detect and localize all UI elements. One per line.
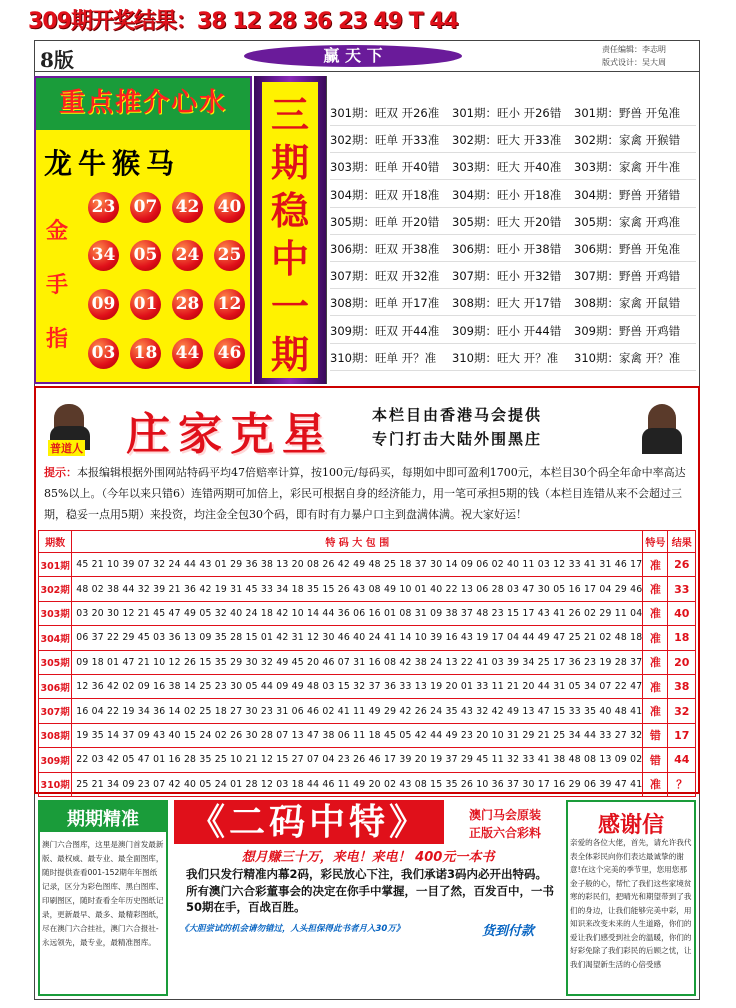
ad-side-2: 正版六合彩料	[468, 826, 541, 840]
table-cell-result: 18	[668, 626, 696, 650]
table-cell-result: 33	[668, 577, 696, 601]
ad-body: 我们只发行精准内幕2码，彩民放心下注，我们承诺3码内必开出特码。所有澳门六合彩董事会的决定在你手中掌握，一目了然，百发百中，一书50期在手，百战百胜。	[186, 867, 554, 914]
ad-side-1: 澳门马会原装	[468, 808, 541, 822]
table-cell-flag: 准	[643, 626, 668, 650]
number-ball: 25	[214, 240, 245, 271]
col-header-period: 期数	[39, 531, 72, 553]
prediction-cell: 308期：家禽 开鼠错	[574, 296, 681, 311]
side-char: 金	[46, 218, 69, 244]
prediction-cell: 305期：旺大 开20错	[452, 214, 562, 229]
table-cell-result: 44	[668, 748, 696, 772]
table-cell-flag: 准	[643, 553, 668, 577]
table-cell-result: 17	[668, 723, 696, 747]
side-char: 手	[46, 272, 69, 298]
prediction-row	[330, 209, 696, 235]
table-cell-nums: 48 02 38 44 32 39 21 36 42 19 31 45 33 34 18 35 15 26 43 08 49 10 01 40 22 13 06 28 03 47 30 05 16 17 04 29 46	[72, 577, 643, 601]
table-cell-result: 32	[668, 699, 696, 723]
table-row	[39, 699, 696, 723]
table-cell-nums: 22 03 42 05 47 01 16 28 35 25 10 21 12 15 27 07 04 23 26 46 17 39 20 19 37 29 45 11 32 33 41 38 48 08 13 09 02	[72, 748, 643, 772]
number-ball: 03	[88, 338, 119, 369]
table-cell-period: 303期	[39, 601, 72, 625]
prediction-row	[330, 290, 696, 316]
vertical-char: 一	[270, 284, 309, 329]
table-cell-result: 40	[668, 601, 696, 625]
number-ball: 09	[88, 289, 119, 320]
thanks-title: 感谢信	[597, 812, 664, 838]
table-cell-flag: 准	[643, 699, 668, 723]
table-cell-result: 20	[668, 650, 696, 674]
number-ball: 18	[130, 338, 161, 369]
col-header-numbers: 特 码 大 包 围	[72, 531, 643, 553]
table-row	[39, 650, 696, 674]
table-cell-period: 305期	[39, 650, 72, 674]
number-ball: 23	[88, 192, 119, 223]
vertical-char: 期	[270, 332, 309, 377]
number-ball: 24	[172, 240, 203, 271]
cash-on-delivery: 货到付款	[482, 924, 535, 939]
table-cell-nums: 16 04 22 19 34 36 14 02 25 18 27 30 23 31 06 46 02 41 11 49 29 42 26 24 35 43 32 42 49 13 47 15 33 35 40 48 41	[72, 699, 643, 723]
prediction-cell: 301期：旺小 开26错	[452, 106, 562, 120]
table-cell-nums: 19 35 14 37 09 43 40 15 24 02 26 30 28 07 13 47 38 06 11 18 45 05 42 44 49 23 20 10 31 29 21 25 34 44 33 27 32	[72, 723, 643, 747]
table-cell-period: 308期	[39, 723, 72, 747]
table-cell-flag: 准	[643, 601, 668, 625]
vertical-char: 三	[270, 92, 309, 137]
prediction-row	[330, 263, 696, 289]
prediction-cell: 301期：野兽 开兔准	[574, 106, 681, 120]
prediction-cell: 306期：野兽 开兔准	[574, 242, 681, 256]
table-cell-nums: 45 21 10 39 07 32 24 44 43 01 29 36 38 13 20 08 26 42 49 48 25 18 37 30 14 09 06 02 40 11 03 12 33 41 31 46 17	[72, 553, 643, 577]
table-row	[39, 748, 696, 772]
prediction-row	[330, 100, 696, 126]
accurate-title: 期期精准	[67, 809, 139, 830]
table-cell-nums: 03 20 30 12 21 45 47 49 05 32 40 24 18 42 10 14 44 36 06 16 01 08 31 09 38 37 48 23 15 17 43 41 26 02 29 11 04	[72, 601, 643, 625]
tips-body: 本报编辑根据外围网站特码平均47倍赔率计算，按100元/每码买，每期如中即可盈利1700元，本栏目30个码全年命中率高达85%以上。（今年以来只错6）连错两期可加倍上，彩民可根据自身的经济能力，用一笔可承担5期的钱（本栏目连错从来不会超过三期，稳妥一点用5期）来投资，均注金全包30个码，即有时有力暴户口主到盘满体满。祝大家好运！	[44, 466, 686, 521]
prediction-cell: 303期：家禽 开牛准	[574, 160, 681, 175]
prediction-cell: 306期：旺小 开38错	[452, 242, 562, 256]
credit-editor: 责任编辑：李志明	[602, 45, 666, 54]
tips-label: 提示：	[44, 466, 77, 479]
recommend-animals: 龙牛猴马	[44, 147, 181, 180]
table-row	[39, 772, 696, 796]
man-right-body	[642, 428, 682, 454]
table-row	[39, 626, 696, 650]
number-ball: 44	[172, 338, 203, 369]
table-cell-period: 302期	[39, 577, 72, 601]
table-cell-flag: 准	[643, 650, 668, 674]
table-cell-period: 307期	[39, 699, 72, 723]
page-number: 8版	[40, 48, 74, 72]
table-row	[39, 601, 696, 625]
ad-slogan: 想月赚三十万，来电！来电！ 400元一本书	[241, 850, 495, 865]
table-row	[39, 577, 696, 601]
dealer-title: 庄家克星	[126, 409, 334, 460]
prediction-row	[330, 318, 696, 344]
prediction-cell: 304期：旺小 开18准	[452, 187, 562, 202]
vertical-char: 期	[270, 140, 309, 185]
prediction-row	[330, 345, 696, 371]
table-cell-period: 301期	[39, 553, 72, 577]
number-ball: 46	[214, 338, 245, 369]
number-ball: 12	[214, 289, 245, 320]
prediction-cell: 310期：旺单 开？准	[330, 350, 437, 365]
special-number-table	[38, 530, 696, 797]
side-char: 指	[46, 326, 69, 352]
table-row	[39, 674, 696, 698]
prediction-cell: 309期：旺小 开44错	[452, 323, 562, 338]
prediction-cell: 306期：旺双 开38准	[330, 242, 440, 256]
table-cell-nums: 09 18 01 47 21 10 12 26 15 35 29 30 32 49 45 20 46 07 31 16 08 42 38 24 13 22 41 03 39 34 25 17 36 23 19 28 37	[72, 650, 643, 674]
prediction-cell: 303期：旺单 开40错	[330, 160, 440, 175]
table-cell-period: 310期	[39, 772, 72, 796]
table-cell-result: 38	[668, 674, 696, 698]
prediction-cell: 308期：旺大 开17错	[452, 296, 562, 311]
table-cell-period: 306期	[39, 674, 72, 698]
table-cell-result: 26	[668, 553, 696, 577]
masthead-title: 赢 天 下	[323, 46, 383, 65]
table-cell-period: 304期	[39, 626, 72, 650]
col-header-result: 结果	[668, 531, 696, 553]
prediction-row	[330, 154, 696, 180]
prediction-cell: 302期：旺大 开33准	[452, 133, 562, 148]
prediction-cell: 310期：旺大 开？准	[452, 350, 559, 365]
number-ball: 01	[130, 289, 161, 320]
number-ball: 34	[88, 240, 119, 271]
table-cell-flag: 准	[643, 577, 668, 601]
prediction-cell: 305期：家禽 开鸡准	[574, 214, 681, 229]
number-ball: 05	[130, 240, 161, 271]
prediction-cell: 302期：家禽 开猴错	[574, 133, 681, 148]
prediction-cell: 305期：旺单 开20错	[330, 214, 440, 229]
table-body	[39, 553, 696, 797]
prediction-row	[330, 236, 696, 262]
col-header-special: 特号	[643, 531, 668, 553]
badge-label: 普道人	[50, 442, 83, 455]
vertical-char: 稳	[270, 188, 309, 233]
number-ball: 42	[172, 192, 203, 223]
prediction-cell: 303期：旺大 开40准	[452, 160, 562, 175]
table-cell-flag: 错	[643, 723, 668, 747]
prediction-cell: 307期：旺双 开32准	[330, 269, 440, 284]
prediction-cell: 302期：旺单 开33准	[330, 133, 440, 148]
prediction-row	[330, 127, 696, 153]
table-row	[39, 553, 696, 577]
dealer-subtitle-1: 本栏目由香港马会提供	[372, 406, 543, 424]
prediction-cell: 301期：旺双 开26准	[330, 106, 440, 120]
draw-result-headline: 309期开奖结果：38 12 28 36 23 49 T 44	[28, 9, 458, 34]
table-cell-period: 309期	[39, 748, 72, 772]
prediction-cell: 304期：旺双 开18准	[330, 187, 440, 202]
table-cell-flag: 准	[643, 772, 668, 796]
number-ball: 28	[172, 289, 203, 320]
prediction-cell: 304期：野兽 开猪错	[574, 187, 681, 202]
tips-text	[44, 462, 692, 525]
prediction-cell: 308期：旺单 开17准	[330, 296, 440, 311]
prediction-cell: 309期：旺双 开44准	[330, 323, 440, 338]
table-cell-flag: 错	[643, 748, 668, 772]
dealer-subtitle-2: 专门打击大陆外围黑庄	[372, 430, 543, 448]
recommend-title: 重点推介心水	[58, 88, 227, 118]
ad-footnote: 《大胆尝试的机会请勿错过，人头担保得此书者月入30万》	[180, 924, 405, 934]
table-cell-nums: 12 36 42 02 09 16 38 14 25 23 30 05 44 09 49 48 03 15 32 37 36 33 13 19 20 01 33 11 21 20 44 31 05 34 07 22 47	[72, 674, 643, 698]
prediction-cell: 307期：旺小 开32错	[452, 269, 562, 284]
prediction-cell: 310期：家禽 开？准	[574, 350, 681, 365]
prediction-cell: 309期：野兽 开鸡错	[574, 323, 681, 338]
credit-design: 版式设计：吴大周	[602, 58, 666, 67]
vertical-char: 中	[270, 236, 309, 281]
table-cell-nums: 06 37 22 29 45 03 36 13 09 35 28 15 01 42 31 12 30 46 40 24 41 14 10 39 16 43 19 17 04 44 49 47 25 21 02 48 18	[72, 626, 643, 650]
table-cell-result: ？	[668, 772, 696, 796]
ad-title: 《二码中特》	[188, 801, 429, 843]
accurate-text: 澳门六合图库，这里是澳门首发最新版、最权威、最专业、最全面图库，随时提供查看001-152期年年图纸记录，区分为彩色图库、黑白图库、印刷图区，随时查看全年历史图纸记录，更新最早、最多、最精彩图纸，尽在澳门六合挂社，澳门六合报社-永远领先，最专业，最精准图库。	[42, 840, 164, 947]
number-ball: 40	[214, 192, 245, 223]
table-row	[39, 723, 696, 747]
table-cell-flag: 准	[643, 674, 668, 698]
prediction-row	[330, 182, 696, 208]
table-cell-nums: 25 21 34 09 23 07 42 40 05 24 01 28 12 03 18 44 46 11 49 20 02 43 08 15 35 26 10 36 37 30 17 16 29 06 39 47 41	[72, 772, 643, 796]
prediction-cell: 307期：野兽 开鸡错	[574, 269, 681, 284]
thanks-text: 亲爱的各位大佬，首先，请允许我代表全体彩民向你们表达最诚挚的谢意!在这个完美的季节里，您用您那金子般的心，帮忙了我们这些家境贫寒的彩民们，把晴光和期望带到了我们的身边，让我们能够完美中彩，用知识来改变未来的人生道路，你们的爱让我们感受到社会的温暖，你们的好彩免除了我们彩民的后顾之忧，让我们渴望新生活的心倍受感	[570, 838, 692, 969]
number-ball: 07	[130, 192, 161, 223]
